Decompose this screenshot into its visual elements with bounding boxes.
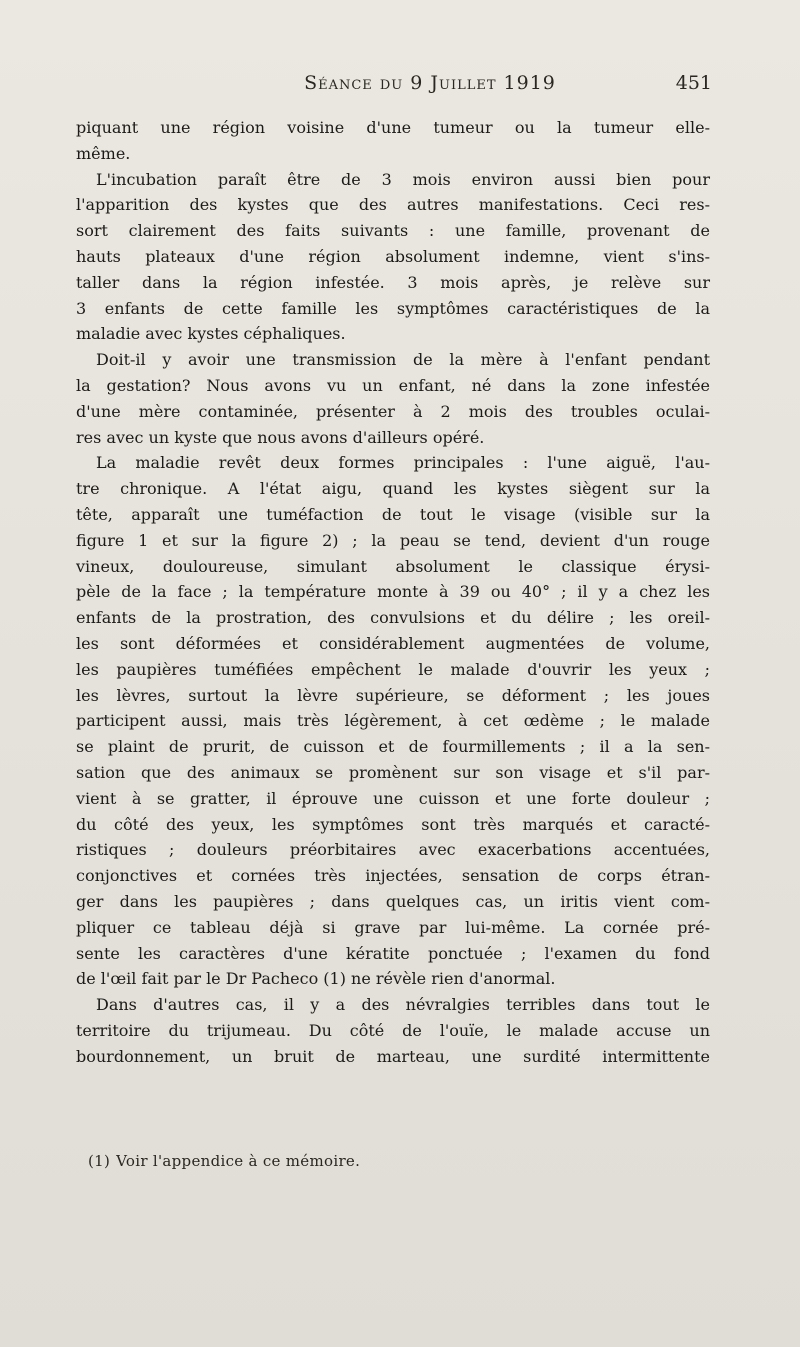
text-line: participent aussi, mais très légèrement, à cet œdème ; le malade [76, 711, 710, 731]
text-line: la gestation? Nous avons vu un enfant, né dans la zone infestée [76, 375, 710, 395]
text-line: se plaint de prurit, de cuisson et de fourmillements ; il a la sen- [76, 737, 710, 757]
running-head-title: Séance du 9 Juillet 1919 [304, 72, 556, 94]
text-line: vineux, douloureuse, simulant absolument le classique érysi- [76, 556, 710, 576]
text-line: Doit-il y avoir une transmission de la mère à l'enfant pendant [96, 350, 710, 370]
text-line: vient à se gratter, il éprouve une cuisson et une forte douleur ; [76, 788, 710, 808]
text-line: du côté des yeux, les symptômes sont très marqués et caracté- [76, 814, 710, 834]
text-line: les paupières tuméfiées empêchent le malade d'ouvrir les yeux ; [76, 659, 710, 679]
text-line: l'apparition des kystes que des autres manifestations. Ceci res- [76, 195, 710, 215]
text-line: les sont déformées et considérablement augmentées de volume, [76, 633, 710, 653]
footnote-text: Voir l'appendice à ce mémoire. [116, 1152, 361, 1170]
text-line: piquant une région voisine d'une tumeur ou la tumeur elle- [76, 118, 710, 137]
text-line: 3 enfants de cette famille les symptômes caractéristiques de la [76, 298, 710, 318]
text-line: tête, apparaît une tuméfaction de tout le visage (visible sur la [76, 504, 710, 524]
text-line: de l'œil fait par le Dr Pacheco (1) ne révèle rien d'anormal. [76, 969, 556, 989]
text-line: Dans d'autres cas, il y a des névralgies terribles dans tout le [96, 995, 710, 1015]
text-line: res avec un kyste que nous avons d'ailleurs opéré. [76, 427, 485, 447]
text-line: hauts plateaux d'une région absolument indemne, vient s'ins- [76, 246, 710, 266]
text-line: même. [76, 143, 131, 163]
text-line: territoire du trijumeau. Du côté de l'ouïe, le malade accuse un [76, 1020, 710, 1040]
text-line: bourdonnement, un bruit de marteau, une surdité intermittente [76, 1046, 710, 1066]
text-line: tre chronique. A l'état aigu, quand les kystes siègent sur la [76, 479, 710, 499]
text-line: pliquer ce tableau déjà si grave par lui-même. La cornée pré- [76, 917, 710, 937]
body-text [76, 118, 710, 1072]
text-line: pèle de la face ; la température monte à 39 ou 40° ; il y a chez les [76, 582, 710, 602]
page-number: 451 [675, 72, 712, 94]
text-line: les lèvres, surtout la lèvre supérieure, se déforment ; les joues [76, 685, 710, 705]
text-line: d'une mère contaminée, présenter à 2 mois des troubles oculai- [76, 401, 710, 421]
text-line: sort clairement des faits suivants : une famille, provenant de [76, 221, 710, 241]
text-line: La maladie revêt deux formes principales : l'une aiguë, l'au- [96, 453, 710, 473]
text-line: sente les caractères d'une kératite ponctuée ; l'examen du fond [76, 943, 710, 963]
text-line: enfants de la prostration, des convulsions et du délire ; les oreil- [76, 608, 710, 628]
text-line: L'incubation paraît être de 3 mois environ aussi bien pour [96, 169, 710, 189]
footnote [88, 1152, 688, 1170]
text-line: ger dans les paupières ; dans quelques cas, un iritis vient com- [76, 891, 710, 911]
text-line: maladie avec kystes céphaliques. [76, 324, 346, 344]
text-line: ristiques ; douleurs préorbitaires avec exacerbations accentuées, [76, 840, 710, 860]
text-line: conjonctives et cornées très injectées, sensation de corps étran- [76, 866, 710, 886]
text-line: figure 1 et sur la figure 2) ; la peau se tend, devient d'un rouge [76, 530, 710, 550]
text-line: sation que des animaux se promènent sur son visage et s'il par- [76, 762, 710, 782]
text-line: taller dans la région infestée. 3 mois après, je relève sur [76, 272, 710, 292]
running-head [0, 72, 800, 102]
footnote-mark: (1) [88, 1152, 111, 1170]
